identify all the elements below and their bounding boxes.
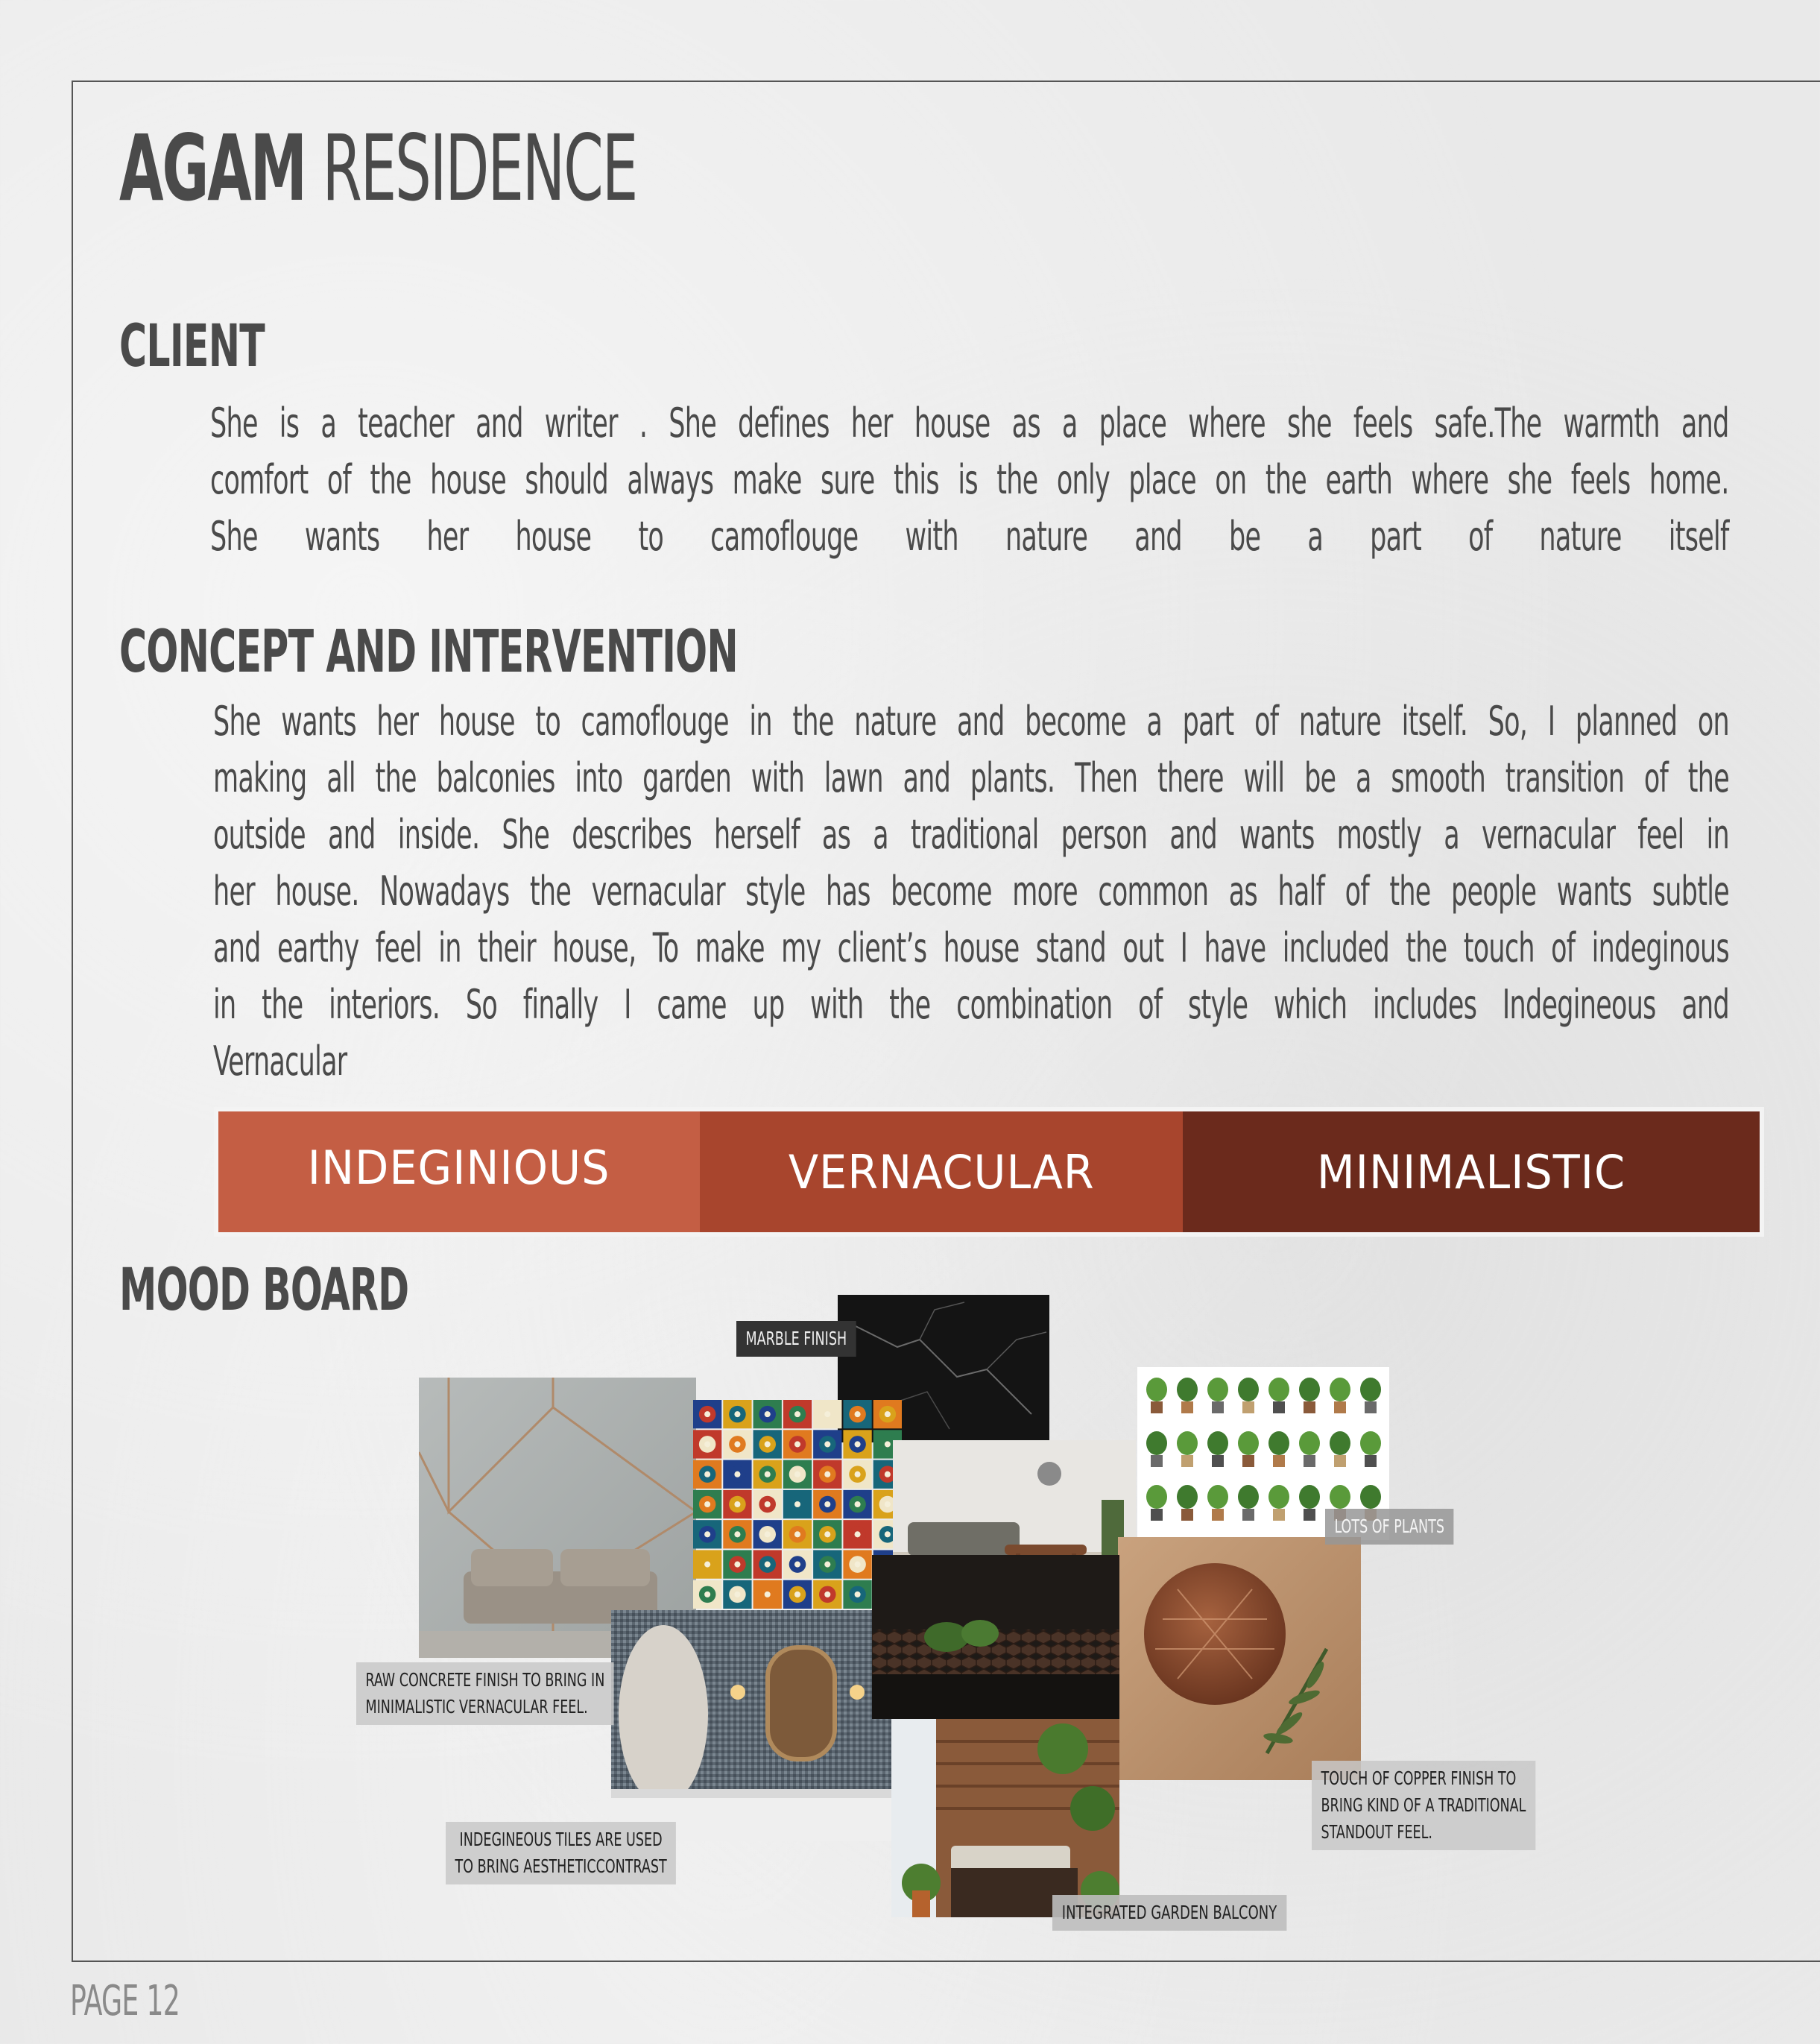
caption-raw-concrete: RAW CONCRETE FINISH TO BRING IN MINIMALISTIC VERNACULAR FEEL. <box>356 1662 614 1725</box>
dark-kitchen-image <box>872 1555 1119 1719</box>
concept-line: and earthy feel in their house, To make my client’s house stand out I have included the touch of indeginous <box>213 924 1729 971</box>
client-paragraph <box>210 395 1729 565</box>
caption-indigenous-tiles: INDEGINEOUS TILES ARE USED TO BRING AESTHETICCONTRAST <box>446 1822 676 1884</box>
caption-garden-balcony: INTEGRATED GARDEN BALCONY <box>1052 1895 1286 1931</box>
concept-line: outside and inside. She describes herself as a traditional person and wants mostly a vernacular feel in <box>213 811 1729 858</box>
title-light: RESIDENCE <box>306 116 637 221</box>
copper-bowl-image <box>1118 1537 1361 1780</box>
concept-line: She wants her house to camoflouge in the nature and become a part of nature itself. So, I planned on <box>213 698 1729 745</box>
page-number: PAGE 12 <box>70 1977 180 2025</box>
client-line: She is a teacher and writer . She defines her house as a place where she feels safe.The warmth and <box>210 400 1729 447</box>
client-line: She wants her house to camoflouge with nature and be a part of nature itself <box>210 513 1729 560</box>
caption-copper-finish: TOUCH OF COPPER FINISH TO BRING KIND OF A TRADITIONAL STANDOUT FEEL. <box>1312 1761 1535 1850</box>
style-vernacular: VERNACULAR <box>700 1111 1183 1232</box>
caption-marble-finish: MARBLE FINISH <box>736 1321 856 1357</box>
concept-line: Vernacular <box>213 1038 347 1085</box>
page-title <box>119 116 637 221</box>
client-line: comfort of the house should always make sure this is the only place on the earth where she feels home. <box>210 456 1729 503</box>
concept-line: her house. Nowadays the vernacular style has become more common as half of the people wants subtle <box>213 868 1729 915</box>
style-minimalistic: MINIMALISTIC <box>1183 1111 1760 1232</box>
concept-heading: CONCEPT AND INTERVENTION <box>119 619 738 686</box>
garden-balcony-image <box>891 1719 1119 1917</box>
title-bold: AGAM <box>119 116 306 221</box>
concept-line: making all the balconies into garden with lawn and plants. Then there will be a smooth transition of the <box>213 754 1729 801</box>
caption-lots-of-plants: LOTS OF PLANTS <box>1325 1509 1454 1545</box>
client-heading: CLIENT <box>119 313 265 380</box>
bathroom-mosaic-image <box>611 1610 896 1841</box>
mood-board-heading: MOOD BOARD <box>119 1257 409 1324</box>
style-indiginous: INDEGINIOUS <box>218 1111 700 1232</box>
concept-paragraph <box>213 693 1729 1090</box>
style-banner <box>216 1109 1762 1234</box>
concept-line: in the interiors. So finally I came up with the combination of style which includes Indegineous and <box>213 981 1729 1028</box>
